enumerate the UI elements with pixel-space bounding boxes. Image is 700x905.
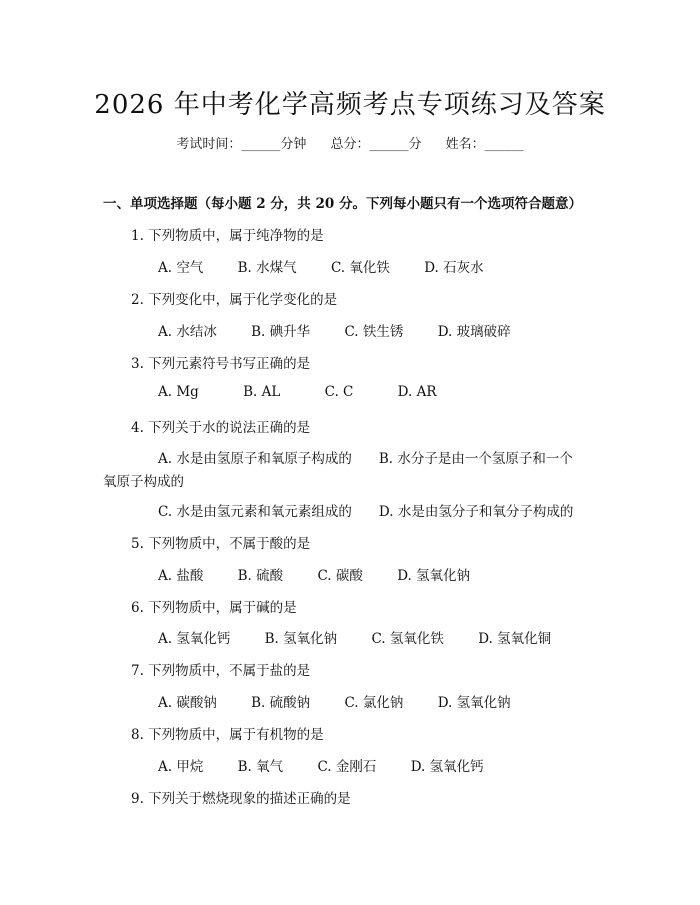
question-options (158, 384, 467, 400)
option-a: A. 碳酸钠 (158, 695, 217, 711)
option-a: A. 氢氧化钙 (158, 631, 231, 647)
question-stem: 6. 下列物质中，属于碱的是 (131, 600, 297, 616)
option-b: B. 氢氧化钠 (264, 631, 338, 647)
option-b: B. 氧气 (237, 759, 284, 775)
option-d: D. 氢氧化铜 (478, 631, 552, 647)
option-c: C. 氧化铁 (330, 260, 390, 276)
question-options (158, 755, 514, 775)
question-options (158, 320, 541, 340)
option-b: B. 硫酸 (237, 568, 284, 584)
question-stem: 9. 下列关于燃烧现象的描述正确的是 (131, 791, 351, 807)
option-d: D. 玻璃破碎 (437, 324, 511, 340)
option-c: C. 氢氧化铁 (371, 631, 444, 647)
option-b: B. 硫酸钠 (251, 695, 311, 711)
option-b: B. AL (243, 384, 281, 400)
exam-info-line (0, 133, 700, 152)
question-stem: 1. 下列物质中，属于纯净物的是 (131, 228, 324, 244)
student-name-field: 姓名：______ (445, 137, 524, 152)
section-heading: 一、单项选择题（每小题 2 分，共 20 分。下列每小题只有一个选项符合题意） (103, 196, 582, 212)
exam-time-field: 考试时间：______分钟 (176, 137, 307, 152)
option-a: A. Mg (158, 384, 199, 400)
option-a: A. 甲烷 (158, 759, 204, 775)
question-stem: 7. 下列物质中，不属于盐的是 (131, 663, 311, 679)
option-b: B. 碘升华 (251, 324, 311, 340)
option-c: C. 铁生锈 (344, 324, 404, 340)
option-b: B. 水煤气 (237, 260, 297, 276)
question-options-line: C. 水是由氢元素和氧元素组成的 D. 水是由氢分子和氧分子构成的 (158, 504, 574, 520)
option-d: D. 氢氧化钠 (397, 568, 471, 584)
question-stem: 4. 下列关于水的说法正确的是 (131, 420, 311, 436)
question-stem: 5. 下列物质中，不属于酸的是 (131, 536, 311, 552)
question-options-wrap: 氧原子构成的 (103, 474, 184, 490)
option-d: D. AR (397, 384, 437, 400)
option-c: C. 氯化钠 (344, 695, 404, 711)
question-options (158, 564, 500, 584)
option-d: D. 氢氧化钠 (437, 695, 511, 711)
option-c: C. 碳酸 (317, 568, 363, 584)
option-c: C. C (324, 384, 354, 400)
question-stem: 8. 下列物质中，属于有机物的是 (131, 727, 324, 743)
question-stem: 3. 下列元素符号书写正确的是 (131, 356, 311, 372)
question-options-line: A. 水是由氢原子和氧原子构成的 B. 水分子是由一个氢原子和一个 (158, 451, 573, 467)
question-stem: 2. 下列变化中，属于化学变化的是 (131, 292, 338, 308)
option-d: D. 石灰水 (424, 260, 484, 276)
question-options (158, 691, 541, 711)
question-options (158, 256, 514, 276)
option-a: A. 盐酸 (158, 568, 204, 584)
option-d: D. 氢氧化钙 (410, 759, 484, 775)
total-score-field: 总分：______分 (330, 137, 422, 152)
question-options (158, 627, 581, 647)
option-a: A. 水结冰 (158, 324, 217, 340)
option-c: C. 金刚石 (317, 759, 377, 775)
option-a: A. 空气 (158, 260, 204, 276)
page-title: 2026 年中考化学高频考点专项练习及答案 (94, 90, 606, 120)
